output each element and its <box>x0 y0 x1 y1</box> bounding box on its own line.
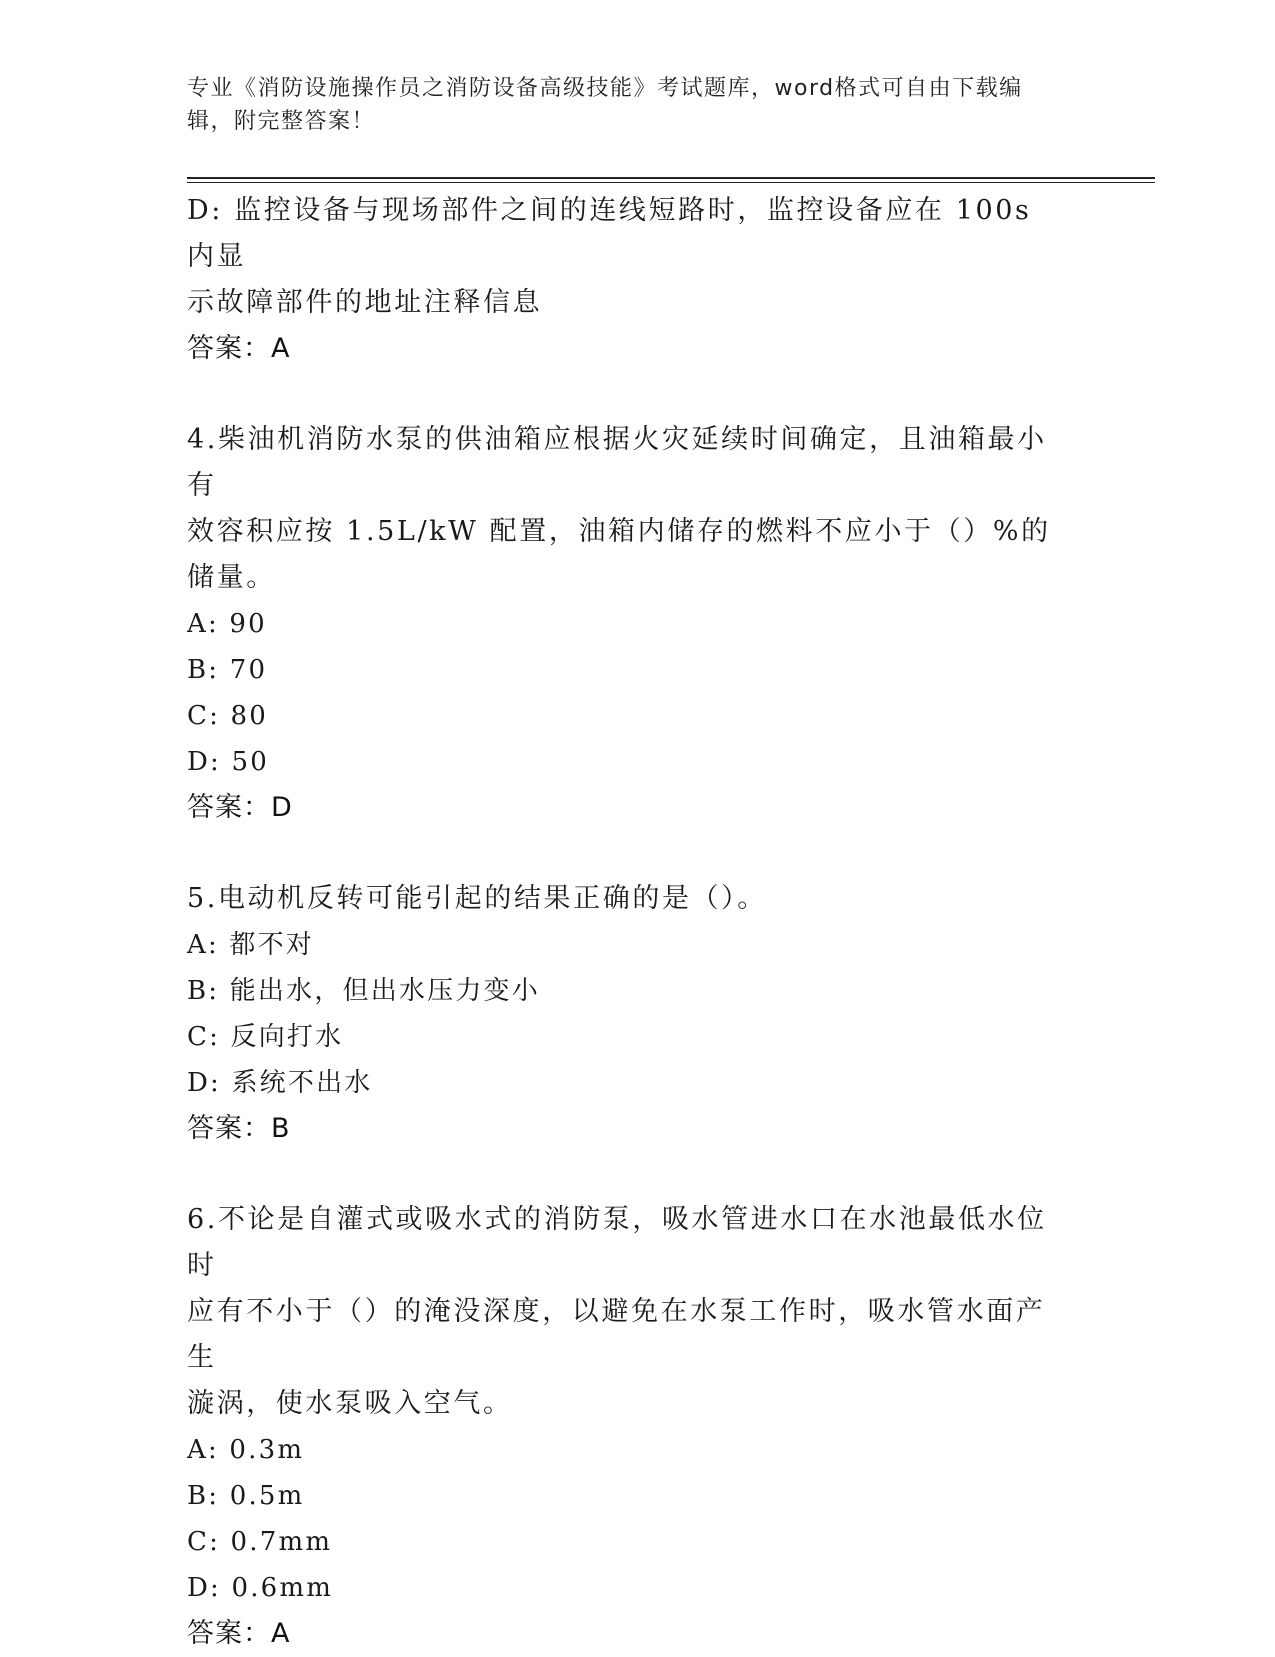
option-d: D: 50 <box>187 747 269 777</box>
question-stem-line-1: 6.不论是自灌式或吸水式的消防泵，吸水管进水口在水池最低水位时 <box>187 1204 1047 1281</box>
question-stem-line-1: 5.电动机反转可能引起的结果正确的是（）。 <box>187 883 767 914</box>
option-c: C: 0.7mm <box>187 1527 333 1557</box>
option-d-line-1: D: 监控设备与现场部件之间的连线短路时，监控设备应在 100s 内显 <box>187 195 1043 272</box>
question-5 <box>187 876 1067 1152</box>
question-stem-line-1: 4.柴油机消防水泵的供油箱应根据火灾延续时间确定，且油箱最小有 <box>187 424 1047 501</box>
option-c: C: 80 <box>187 701 269 731</box>
header-line-2: 辑，附完整答案！ <box>187 109 376 134</box>
question-4 <box>187 417 1067 831</box>
document-body <box>187 188 1067 1657</box>
option-d-line-2: 示故障部件的地址注释信息 <box>187 287 543 318</box>
spacer <box>187 831 1067 876</box>
option-a: A: 都不对 <box>187 930 315 960</box>
header-line-1: 专业《消防设施操作员之消防设备高级技能》考试题库，word格式可自由下载编 <box>187 76 1023 101</box>
header-divider-thin <box>187 182 1155 183</box>
question-stem-line-3: 漩涡，使水泵吸入空气。 <box>187 1388 513 1419</box>
answer-line: 答案：A <box>187 333 291 364</box>
spacer <box>187 1152 1067 1197</box>
question-stem-line-2: 效容积应按 1.5L/kW 配置，油箱内储存的燃料不应小于（）%的储量。 <box>187 516 1051 593</box>
answer-line: 答案：B <box>187 1113 291 1144</box>
question-3-tail <box>187 188 1067 372</box>
question-6 <box>187 1197 1067 1657</box>
header-divider-thick <box>187 177 1155 179</box>
option-b: B: 能出水，但出水压力变小 <box>187 976 540 1006</box>
option-b: B: 70 <box>187 655 268 685</box>
answer-line: 答案：A <box>187 1618 291 1649</box>
option-c: C: 反向打水 <box>187 1022 344 1052</box>
question-stem-line-2: 应有不小于（）的淹没深度，以避免在水泵工作时，吸水管水面产生 <box>187 1296 1046 1373</box>
option-d: D: 0.6mm <box>187 1573 334 1603</box>
spacer <box>187 372 1067 417</box>
answer-line: 答案：D <box>187 792 293 823</box>
option-d: D: 系统不出水 <box>187 1068 373 1098</box>
option-a: A: 0.3m <box>187 1435 305 1465</box>
option-b: B: 0.5m <box>187 1481 305 1511</box>
option-a: A: 90 <box>187 609 267 639</box>
document-header <box>187 72 1067 138</box>
